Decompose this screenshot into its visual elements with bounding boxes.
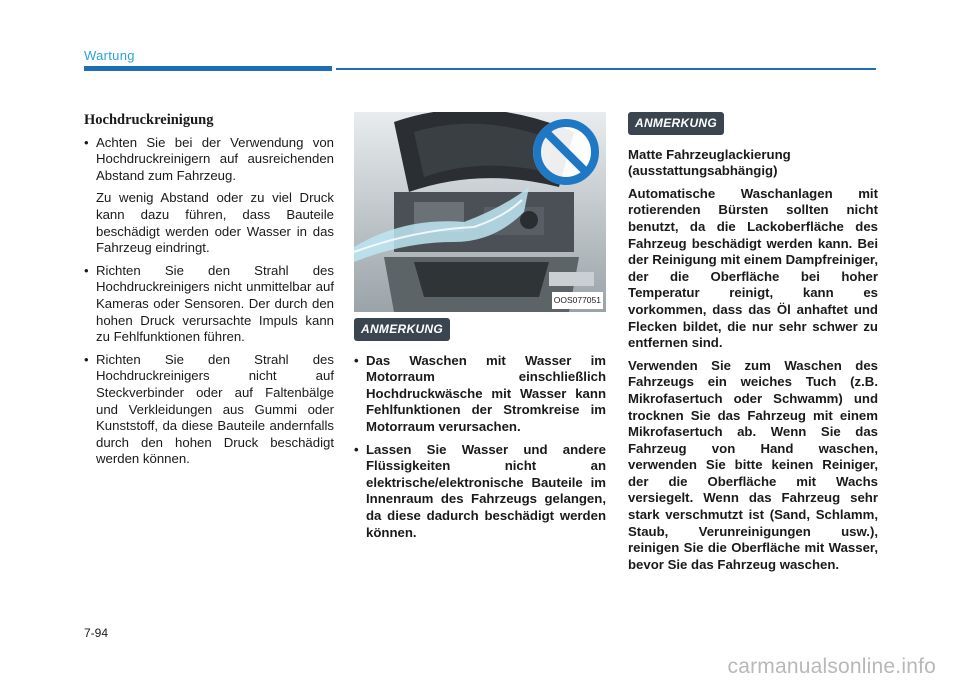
- list-item: • Achten Sie bei der Verwendung von Hochdruckreinigern auf ausreichenden Abstand zum Fahrzeug.: [84, 135, 334, 185]
- sub-paragraph: Zu wenig Abstand oder zu viel Druck kann dazu führen, dass Bauteile beschädigt werden oder Wasser in das Fahrzeug eindringt.: [96, 190, 334, 256]
- right-column: [628, 112, 878, 579]
- list-item: • Richten Sie den Strahl des Hochdruckreinigers nicht unmittelbar auf Kameras oder Sensoren. Der durch den hohen Druck verursachte Impuls kann zu Fehlfunktionen führen.: [84, 263, 334, 346]
- engine-bay-illustration: [354, 112, 606, 312]
- note-paragraph: Automatische Waschanlagen mit rotierenden Bürsten sollten nicht benutzt, da die Lackoberfläche des Fahrzeug beschädigt werden kann. Bei der Reinigung mit einem Dampfreiniger, der die Oberfläche bei hoher Temperatur reinigt, kann es vorkommen, dass das Öl anhaftet und Flecken bildet, die nur sehr schwer zu entfernen sind.: [628, 185, 878, 351]
- image-code: OOS077051: [552, 292, 603, 309]
- list-item: • Lassen Sie Wasser und andere Flüssigkeiten nicht an elektrische/elektronische Bauteile im Innenraum des Fahrzeugs gelangen, da diese dadurch beschädigt werden können.: [354, 442, 606, 542]
- note-badge: ANMERKUNG: [354, 318, 450, 341]
- watermark: carmanualsonline.info: [727, 655, 936, 678]
- list-item: • Das Waschen mit Wasser im Motorraum einschließlich Hochdruckwäsche mit Wasser kann Fehlfunktionen der Stromkreise im Motorraum verursachen.: [354, 353, 606, 436]
- page-number: 7-94: [84, 626, 109, 640]
- section-heading: Hochdruckreinigung: [84, 112, 214, 128]
- header-rule-thick: [84, 66, 332, 71]
- note-paragraph: Verwenden Sie zum Waschen des Fahrzeugs ein weiches Tuch (z.B. Mikrofasertuch oder Schwamm) und trocknen Sie das Fahrzeug mit einem Mikrofasertuch ab. Wenn Sie das Fahrzeug von Hand waschen, verwenden Sie bitte keinen Reiniger, der die Oberfläche mit Wachs versiegelt. Wenn das Fahrzeug sehr stark verschmutzt ist (Sand, Schlamm, Staub, Verunreinigungen usw.), reinigen Sie die Oberfläche mit Wasser, bevor Sie das Fahrzeug waschen.: [628, 357, 878, 572]
- left-column: [84, 112, 334, 474]
- note-badge: ANMERKUNG: [628, 112, 724, 135]
- engine-bay-photo: [354, 112, 606, 312]
- note-title: Matte Fahrzeuglackierung (ausstattungsabhängig): [628, 146, 791, 179]
- section-title: Wartung: [84, 48, 135, 63]
- header-rule-thin: [336, 68, 876, 70]
- middle-column: [354, 112, 606, 547]
- list-item: • Richten Sie den Strahl des Hochdruckreinigers nicht auf Steckverbinder oder auf Faltenbälge und Verkleidungen aus Gummi oder Kunststoff, da diese Bauteile andernfalls durch den hohen Druck beschädigt werden können.: [84, 352, 334, 468]
